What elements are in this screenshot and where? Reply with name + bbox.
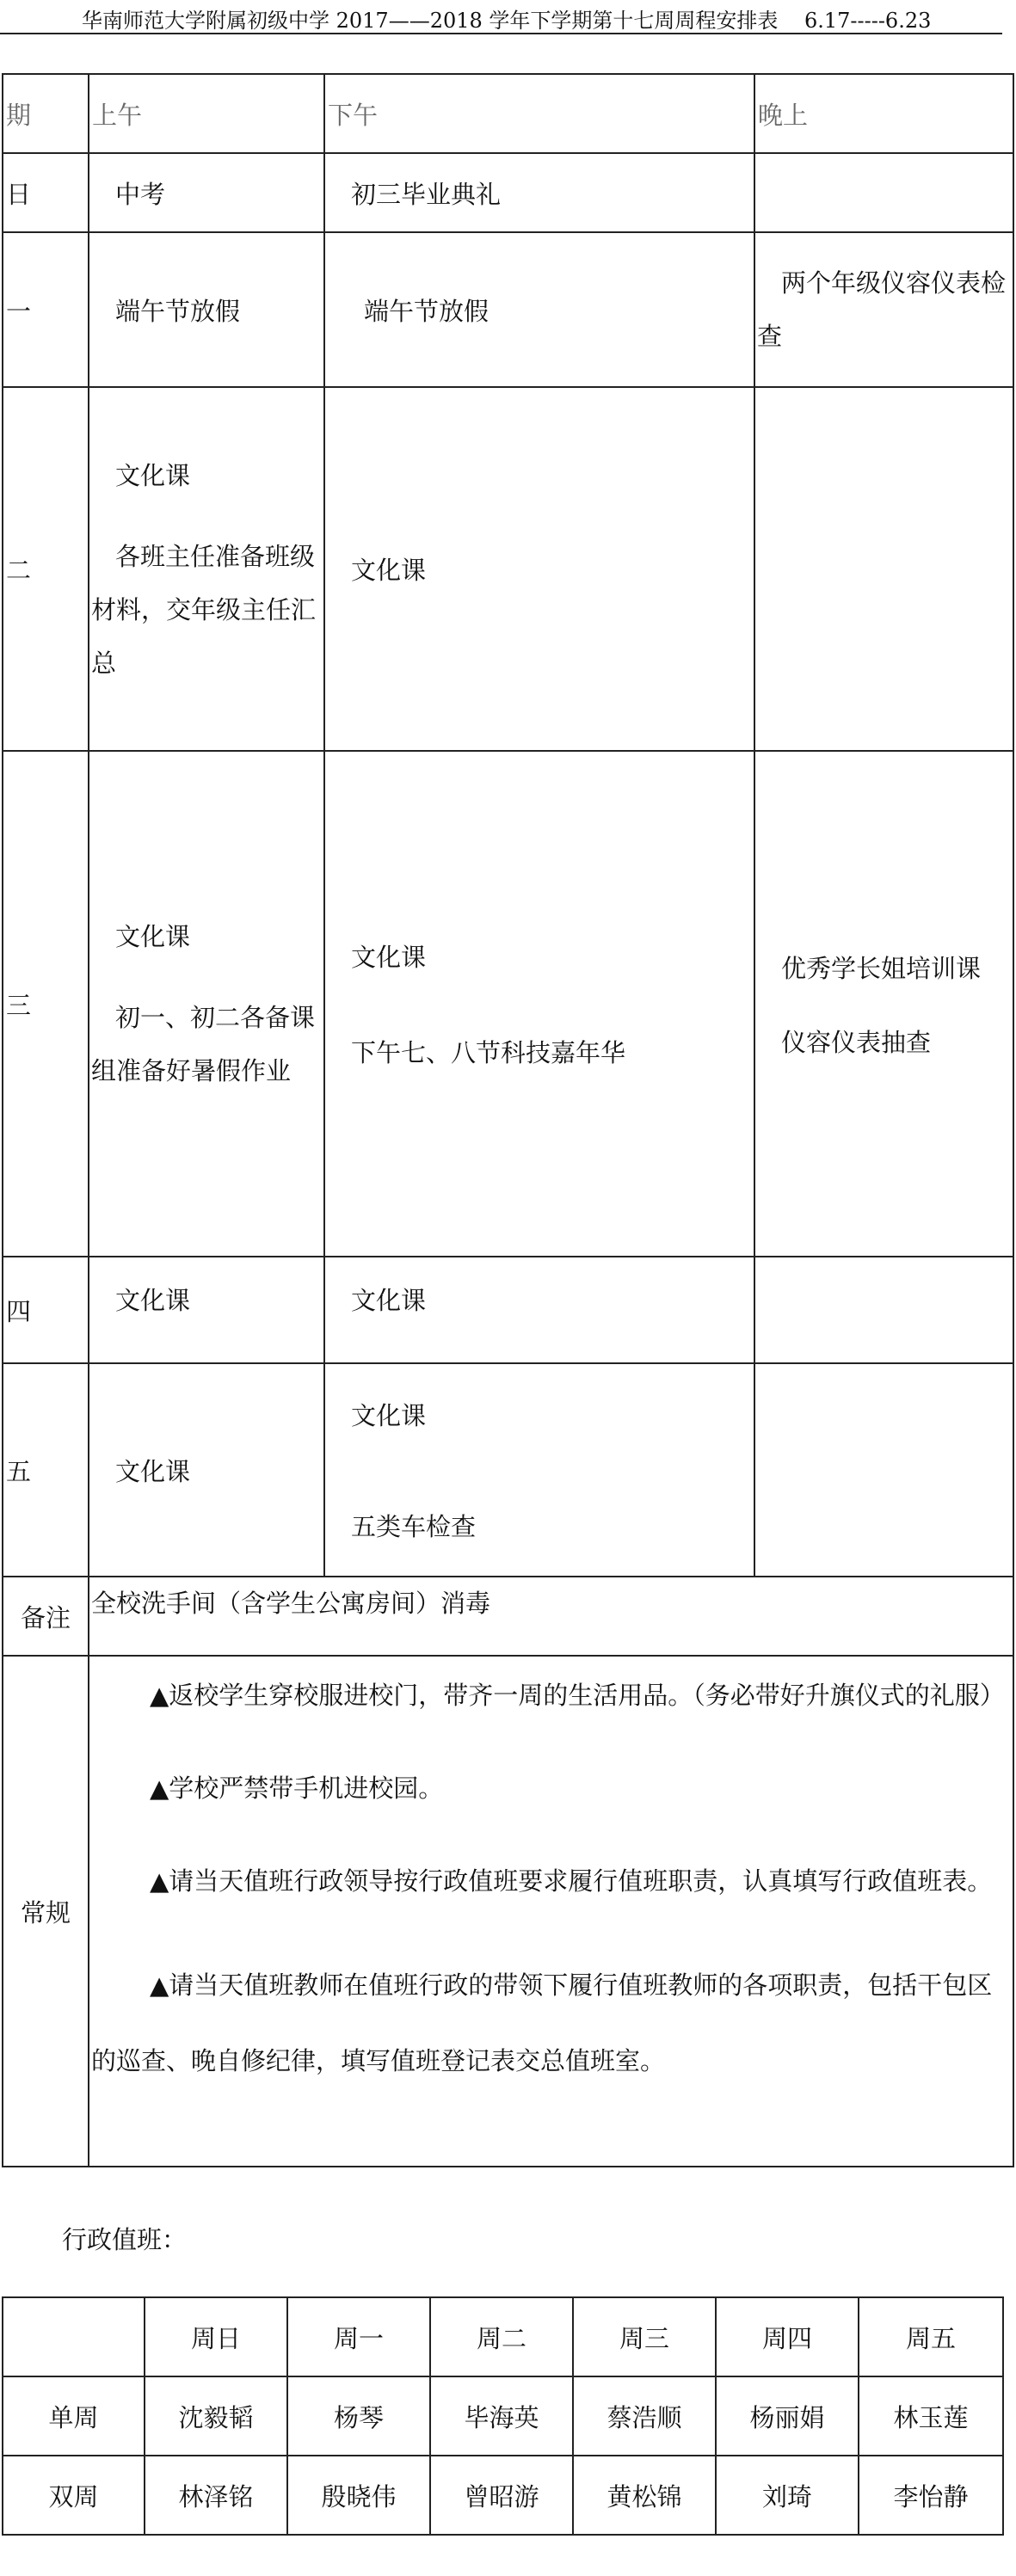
duty-header-cell: 周日	[145, 2297, 287, 2376]
pm-cell	[324, 1363, 754, 1577]
duty-cell: 双周	[3, 2456, 145, 2535]
duty-header-cell: 周五	[859, 2297, 1003, 2376]
pm-cell	[324, 232, 754, 387]
table-header-row	[3, 74, 1013, 153]
duty-cell: 李怡静	[859, 2456, 1003, 2535]
am-text: 文化课	[115, 460, 191, 490]
duty-cell: 殷晓伟	[287, 2456, 430, 2535]
pm-cell	[324, 387, 754, 751]
am-text: 文化课	[115, 1456, 191, 1486]
routine-item: ▲请当天值班行政领导按行政值班要求履行值班职责，认真填写行政值班表。	[150, 1866, 993, 1896]
pm-text: 文化课	[351, 1286, 427, 1315]
routine-row	[3, 1656, 1013, 2167]
col-header-eve: 晚上	[754, 74, 1013, 153]
am-cell	[89, 232, 324, 387]
duty-cell: 杨琴	[287, 2376, 430, 2456]
duty-cell: 杨丽娟	[716, 2376, 859, 2456]
am-cell	[89, 387, 324, 751]
duty-row	[3, 2456, 1003, 2535]
am-cell	[89, 1257, 324, 1363]
pm-text: 文化课	[351, 943, 427, 972]
header-title: 华南师范大学附属初级中学 2017——2018 学年下学期第十七周周程安排表	[82, 9, 779, 33]
table-row	[3, 153, 1013, 232]
duty-cell: 蔡浩顺	[573, 2376, 716, 2456]
routine-item: ▲请当天值班教师在值班行政的带领下履行值班教师的各项职责，包括干包区的巡查、晚自修纪律，填写值班登记表交总值班室。	[91, 1970, 993, 2075]
routine-item: ▲返校学生穿校服进校门，带齐一周的生活用品。（务必带好升旗仪式的礼服）	[150, 1681, 1005, 1710]
duty-cell: 刘琦	[716, 2456, 859, 2535]
table-row	[3, 1257, 1013, 1363]
day-cell: 三	[3, 751, 89, 1257]
day-cell: 日	[3, 153, 89, 232]
routine-label: 常规	[3, 1656, 89, 2167]
eve-cell	[754, 153, 1013, 232]
pm-text: 文化课	[351, 556, 427, 585]
routine-cell	[89, 1656, 1013, 2167]
pm-cell	[324, 153, 754, 232]
am-text: 文化课	[115, 922, 191, 951]
pm-text: 文化课	[351, 1401, 427, 1430]
am-text: 各班主任准备班级材料，交年级主任汇总	[91, 541, 317, 678]
day-cell: 四	[3, 1257, 89, 1363]
duty-cell: 沈毅韬	[145, 2376, 287, 2456]
eve-cell	[754, 387, 1013, 751]
am-cell	[89, 153, 324, 232]
remark-row	[3, 1577, 1013, 1656]
duty-cell: 毕海英	[430, 2376, 573, 2456]
duty-header-row	[3, 2297, 1003, 2376]
eve-text: 仪容仪表抽查	[781, 1027, 932, 1057]
duty-cell: 曾昭游	[430, 2456, 573, 2535]
eve-cell	[754, 1257, 1013, 1363]
pm-cell	[324, 751, 754, 1257]
day-cell: 五	[3, 1363, 89, 1577]
table-row	[3, 232, 1013, 387]
table-row	[3, 387, 1013, 751]
duty-cell: 黄松锦	[573, 2456, 716, 2535]
am-text: 中考	[115, 179, 166, 209]
duty-cell: 林玉莲	[859, 2376, 1003, 2456]
eve-text: 两个年级仪容仪表检查	[757, 268, 1007, 351]
remark-label: 备注	[3, 1577, 89, 1656]
eve-text: 优秀学长姐培训课	[781, 953, 982, 983]
duty-row	[3, 2376, 1003, 2456]
am-text: 文化课	[115, 1286, 191, 1315]
remark-text: 全校洗手间（含学生公寓房间）消毒	[89, 1577, 1013, 1656]
header-divider	[0, 33, 1002, 34]
pm-cell	[324, 1257, 754, 1363]
table-row	[3, 751, 1013, 1257]
routine-item: ▲学校严禁带手机进校园。	[150, 1774, 444, 1803]
duty-header-cell: 周一	[287, 2297, 430, 2376]
duty-header-cell	[3, 2297, 145, 2376]
eve-cell	[754, 232, 1013, 387]
duty-cell: 单周	[3, 2376, 145, 2456]
pm-text: 五类车检查	[351, 1512, 477, 1541]
pm-text: 初三毕业典礼	[351, 179, 502, 209]
duty-header-cell: 周三	[573, 2297, 716, 2376]
am-cell	[89, 751, 324, 1257]
page-header	[82, 3, 931, 34]
pm-text: 下午七、八节科技嘉年华	[351, 1038, 626, 1067]
pm-text: 端午节放假	[364, 296, 490, 326]
duty-cell: 林泽铭	[145, 2456, 287, 2535]
schedule-table	[2, 73, 1014, 2167]
col-header-am: 上午	[89, 74, 324, 153]
col-header-pm: 下午	[324, 74, 754, 153]
duty-header-cell: 周四	[716, 2297, 859, 2376]
duty-header-cell: 周二	[430, 2297, 573, 2376]
eve-cell	[754, 1363, 1013, 1577]
duty-title: 行政值班：	[62, 2225, 188, 2254]
am-text: 端午节放假	[115, 296, 241, 326]
am-cell	[89, 1363, 324, 1577]
col-header-day: 期	[3, 74, 89, 153]
header-dates: 6.17-----6.23	[804, 9, 932, 33]
day-cell: 二	[3, 387, 89, 751]
eve-cell	[754, 751, 1013, 1257]
day-cell: 一	[3, 232, 89, 387]
duty-table	[2, 2296, 1004, 2536]
am-text: 初一、初二各备课组准备好暑假作业	[91, 1003, 316, 1085]
table-row	[3, 1363, 1013, 1577]
